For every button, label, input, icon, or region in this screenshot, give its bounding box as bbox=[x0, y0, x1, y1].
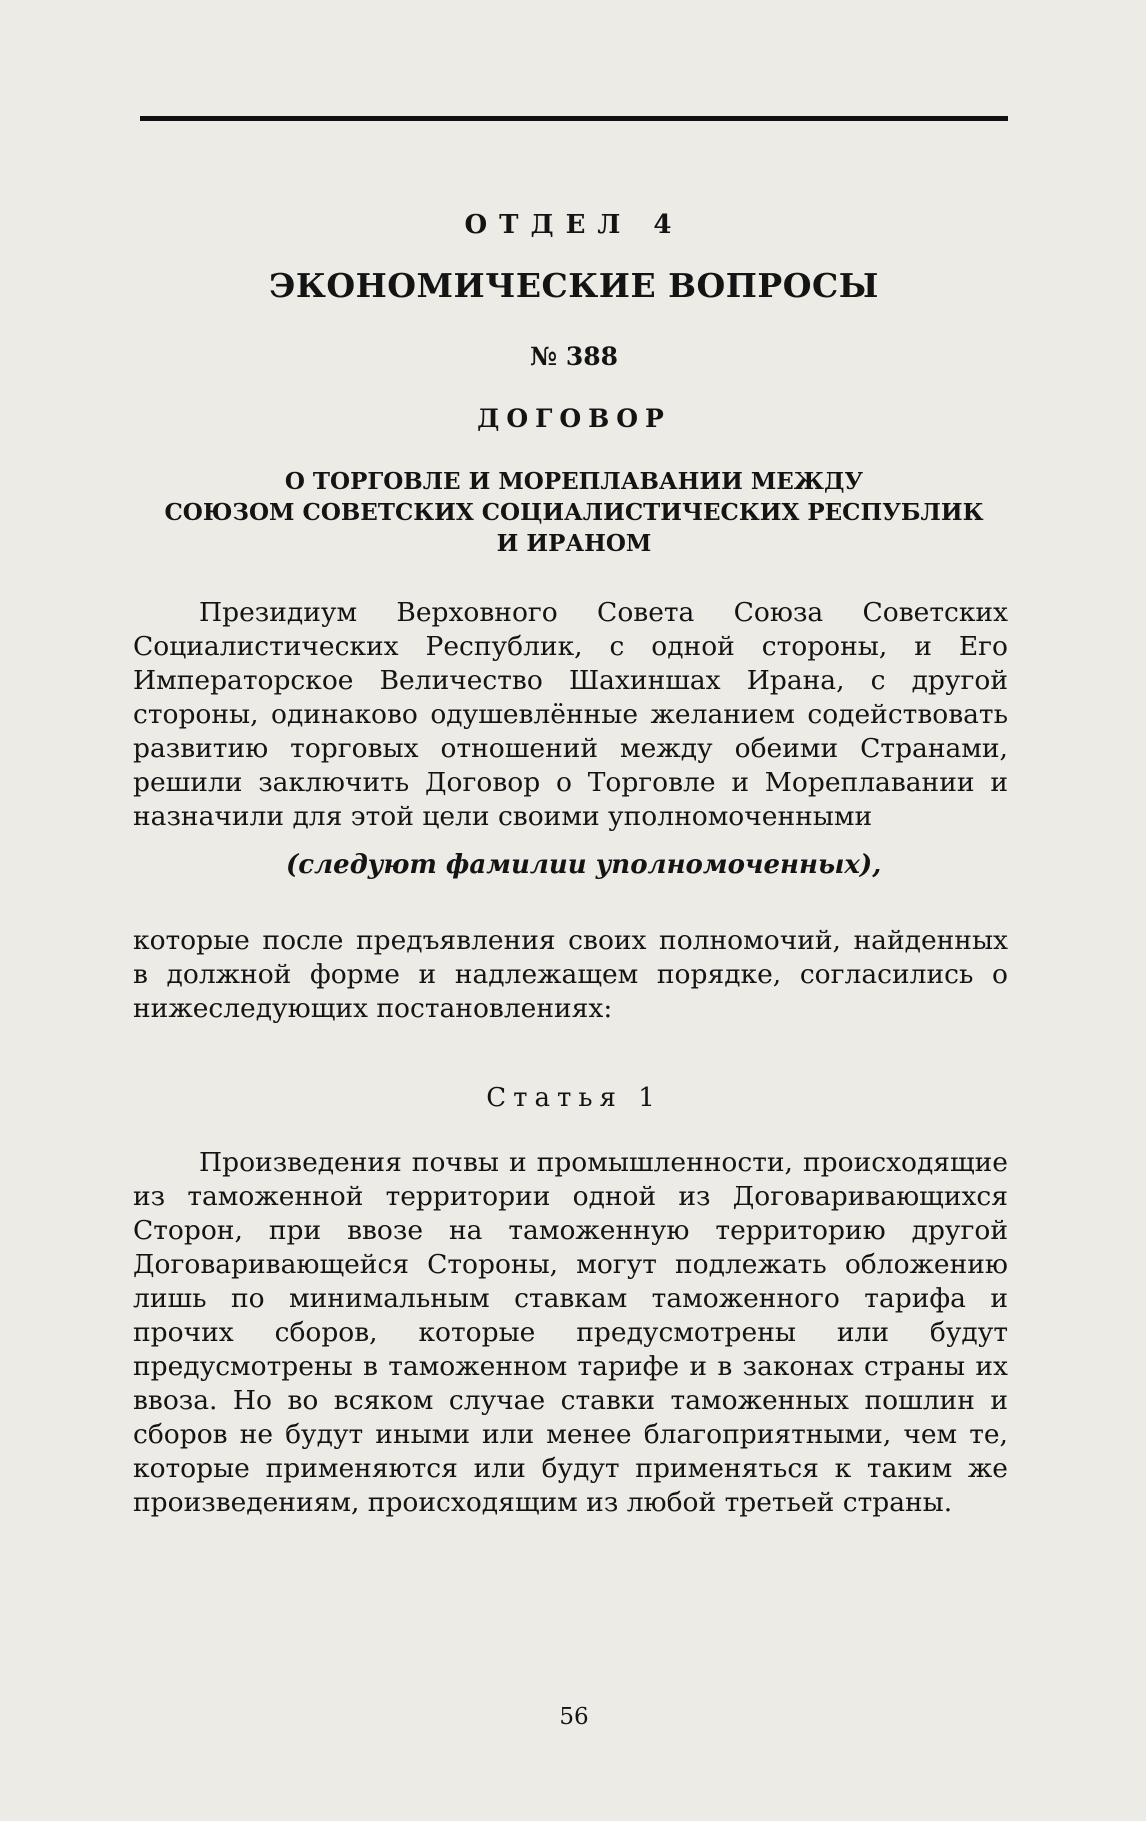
section-label: ОТДЕЛ 4 bbox=[464, 210, 684, 240]
agreement-paragraph: которые после предъявления своих полномочий, найденных в должной форме и надлежащем порядке, согласились о нижеследующих постановлениях: bbox=[133, 925, 1008, 1024]
header-rule bbox=[140, 116, 1008, 121]
document-title bbox=[140, 466, 1008, 559]
document-type: ДОГОВОР bbox=[477, 404, 671, 433]
section-title: ЭКОНОМИЧЕСКИЕ ВОПРОСЫ bbox=[269, 266, 879, 305]
document-title-line: СОЮЗОМ СОВЕТСКИХ СОЦИАЛИСТИЧЕСКИХ РЕСПУБЛИК bbox=[164, 499, 984, 526]
article-heading: Статья 1 bbox=[486, 1083, 662, 1113]
article-text: Произведения почвы и промышленности, происходящие из таможенной территории одной из Договаривающихся Сторон, при ввозе на таможенную территорию другой Договаривающейся Стороны, могут подлежать обложению лишь по минимальным ставкам таможенного тарифа и прочих сборов, которые предусмотрены или будут предусмотрены в таможенном тарифе и в законах страны их ввоза. Но во всяком случае ставки таможенных пошлин и сборов не будут иными или менее благоприятными, чем те, которые применяются или будут применяться к таким же произведениям, происходящим из любой третьей страны. bbox=[133, 1147, 1008, 1518]
document-title-line: О ТОРГОВЛЕ И МОРЕПЛАВАНИИ МЕЖДУ bbox=[284, 468, 864, 495]
page-number: 56 bbox=[559, 1704, 589, 1730]
document-title-line: И ИРАНОМ bbox=[496, 530, 652, 557]
document-number: № 388 bbox=[529, 342, 619, 371]
preamble-paragraph: Президиум Верховного Совета Союза Советских Социалистических Республик, с одной стороны, и Его Императорское Величество Шахиншах Ирана, с другой стороны, одинаково одушевлённые желанием содействовать развитию торговых отношений между обеими Странами, решили заключить Договор о Торговле и Мореплавании и назначили для этой цели своими уполномоченными bbox=[133, 597, 1008, 832]
plenipotentiaries-note: (следуют фамилии уполномоченных), bbox=[286, 850, 882, 880]
